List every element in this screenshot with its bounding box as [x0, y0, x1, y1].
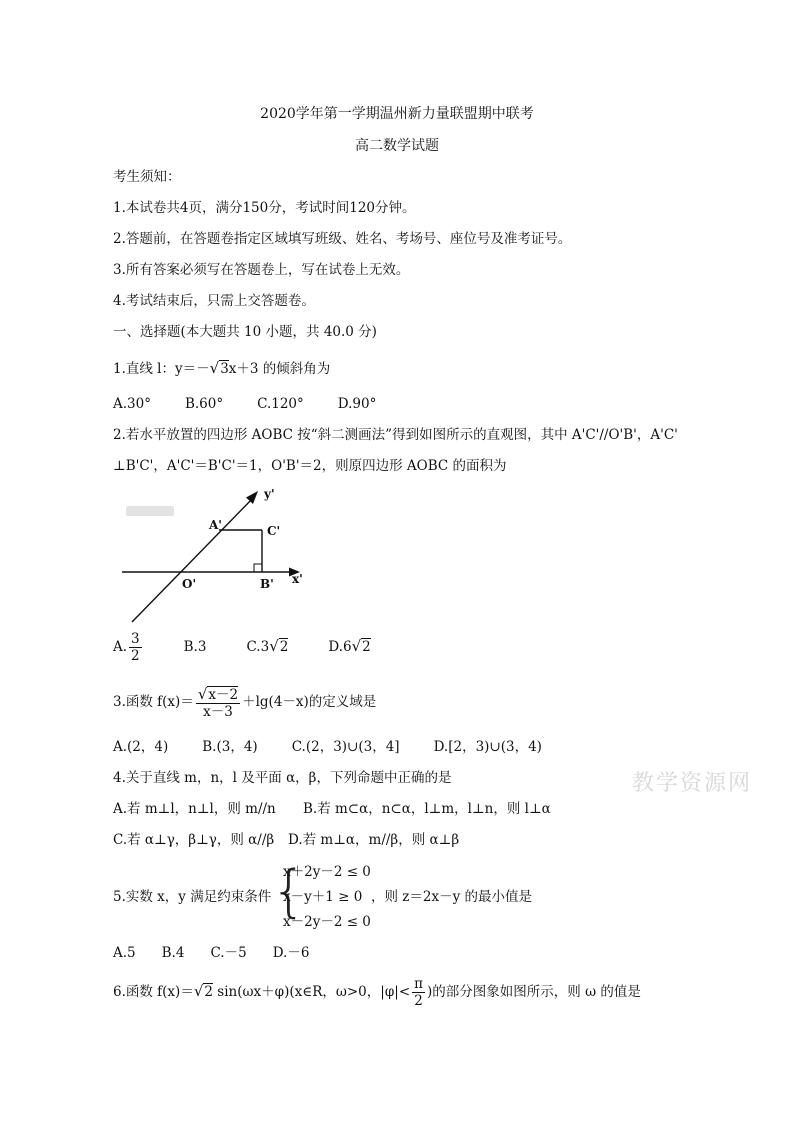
- y-axis-arrow: [246, 491, 258, 504]
- q1-option-d: D.90°: [337, 396, 377, 412]
- watermark-text: 教学资源网: [632, 771, 753, 796]
- q6-mid: sin(ωx＋φ)(x∈R，ω>0，|φ|<: [217, 984, 411, 1000]
- question-3-options: [113, 737, 576, 757]
- q3-denominator: x－3: [203, 703, 233, 720]
- q6-post: )的部分图象如图所示，则 ω 的值是: [427, 984, 641, 1000]
- exam-title: 2020学年第一学期温州新力量联盟期中联考: [260, 106, 534, 122]
- q3-option-c: C.(2，3)∪(3，4]: [291, 739, 400, 755]
- sqrt-symbol: √: [269, 637, 279, 655]
- label-y: y': [264, 487, 275, 501]
- q2-option-c-prefix: C.3: [246, 639, 270, 655]
- q6-radicand: 2: [204, 984, 213, 1000]
- right-angle-mark: [254, 564, 262, 572]
- q1-pre: 1.直线 l：y＝－: [113, 361, 210, 377]
- sqrt-symbol: √: [193, 982, 204, 1000]
- q5-option-c: C.－5: [210, 945, 247, 961]
- y-axis: [132, 496, 255, 622]
- q2-option-c-radicand: 2: [279, 639, 289, 655]
- question-5-pre: 5.实数 x，y 满足约束条件: [113, 889, 272, 905]
- notice-heading: 考生须知：: [113, 169, 181, 185]
- question-2-stem-line2: ⊥B'C'，A'C'＝B'C'＝1，O'B'＝2，则原四边形 AOBC 的面积为: [113, 458, 507, 474]
- q2-option-a: [113, 627, 144, 667]
- sqrt-symbol: √: [197, 684, 208, 703]
- question-3-stem: [113, 682, 376, 722]
- question-4-options-row1: [113, 799, 551, 819]
- label-o: O': [182, 577, 197, 591]
- q1-radicand: 3: [220, 361, 229, 377]
- constraint-2: x－y＋1 ≥ 0: [283, 889, 363, 905]
- question-5-post: ，则 z＝2x－y 的最小值是: [371, 889, 533, 905]
- q6-frac-den: 2: [414, 993, 423, 1009]
- q3-num-radicand: x－2: [208, 686, 239, 703]
- system-brace: {: [271, 859, 307, 924]
- q2-option-c: [246, 626, 288, 667]
- q4-option-b: B.若 m⊂α，n⊂α，l⊥m，l⊥n，则 l⊥α: [303, 801, 551, 817]
- q2-option-b: B.3: [183, 639, 207, 655]
- question-1-stem: [113, 358, 330, 379]
- q1-post: x＋3 的倾斜角为: [228, 361, 331, 377]
- q2-option-d-prefix: D.6: [328, 639, 352, 655]
- notice-item-3: 3.所有答案必须写在答题卷上，写在试卷上无效。: [113, 262, 410, 278]
- q3-fraction: [196, 686, 240, 720]
- question-4-stem: 4.关于直线 m，n，l 及平面 α，β，下列命题中正确的是: [113, 770, 452, 786]
- q6-frac-num: π: [414, 976, 424, 992]
- label-b: B': [260, 577, 274, 591]
- label-c: C': [267, 524, 281, 538]
- q1-option-c: C.120°: [257, 396, 304, 412]
- question-2-options: [113, 626, 411, 667]
- q3-option-a: A.(2，4): [113, 739, 169, 755]
- label-x: x': [292, 572, 303, 586]
- constraint-3: x－2y－2 ≤ 0: [283, 914, 371, 930]
- sqrt-symbol: √: [209, 359, 220, 377]
- q6-fraction: [412, 976, 425, 1009]
- q3-post: ＋lg(4－x)的定义域是: [242, 694, 377, 710]
- q1-option-b: B.60°: [184, 396, 224, 412]
- q4-option-d: D.若 m⊥α，m//β，则 α⊥β: [288, 832, 460, 848]
- section-heading: 一、选择题(本大题共 10 小题，共 40.0 分): [113, 324, 377, 340]
- q2-option-d-radicand: 2: [362, 639, 371, 655]
- notice-item-4: 4.考试结束后，只需上交答题卷。: [113, 293, 315, 309]
- notice-item-2: 2.答题前，在答题卷指定区域填写班级、姓名、考场号、座位号及准考证号。: [113, 231, 572, 247]
- question-4-options-row2: [113, 830, 459, 850]
- q3-numerator: [196, 686, 240, 704]
- q2-option-a-num: 3: [131, 631, 140, 647]
- q2-option-d: [328, 626, 370, 667]
- q6-pre: 6.函数 f(x)＝: [113, 984, 194, 1000]
- q2-option-a-fraction: [129, 631, 142, 664]
- q1-option-a: A.30°: [113, 396, 151, 412]
- exam-subtitle: 高二数学试题: [355, 138, 439, 154]
- q3-option-d: D.[2，3)∪(3，4): [433, 739, 542, 755]
- label-a: A': [209, 518, 222, 532]
- question-1-options: [113, 394, 410, 414]
- q3-pre: 3.函数 f(x)＝: [113, 694, 194, 710]
- q4-option-c: C.若 α⊥γ，β⊥γ，则 α//β: [113, 832, 275, 848]
- q2-option-a-den: 2: [131, 648, 140, 664]
- notice-item-1: 1.本试卷共4页，满分150分，考试时间120分钟。: [113, 200, 416, 216]
- q4-option-a: A.若 m⊥l，n⊥l，则 m//n: [113, 801, 276, 817]
- question-2-stem-line1: 2.若水平放置的四边形 AOBC 按“斜二测画法”得到如图所示的直观图，其中 A'C'//O'B'，A'C': [113, 427, 678, 443]
- oblique-drawing-figure: [110, 480, 330, 630]
- question-5-options: [113, 943, 335, 963]
- q3-option-b: B.(3，4): [202, 739, 258, 755]
- q5-option-d: D.－6: [272, 945, 310, 961]
- q2-option-a-prefix: A.: [113, 639, 128, 655]
- constraint-1: x＋2y－2 ≤ 0: [283, 864, 371, 880]
- sqrt-symbol: √: [351, 637, 362, 655]
- q5-option-a: A.5: [113, 945, 136, 961]
- question-6-stem: [113, 971, 641, 1012]
- q5-option-b: B.4: [161, 945, 185, 961]
